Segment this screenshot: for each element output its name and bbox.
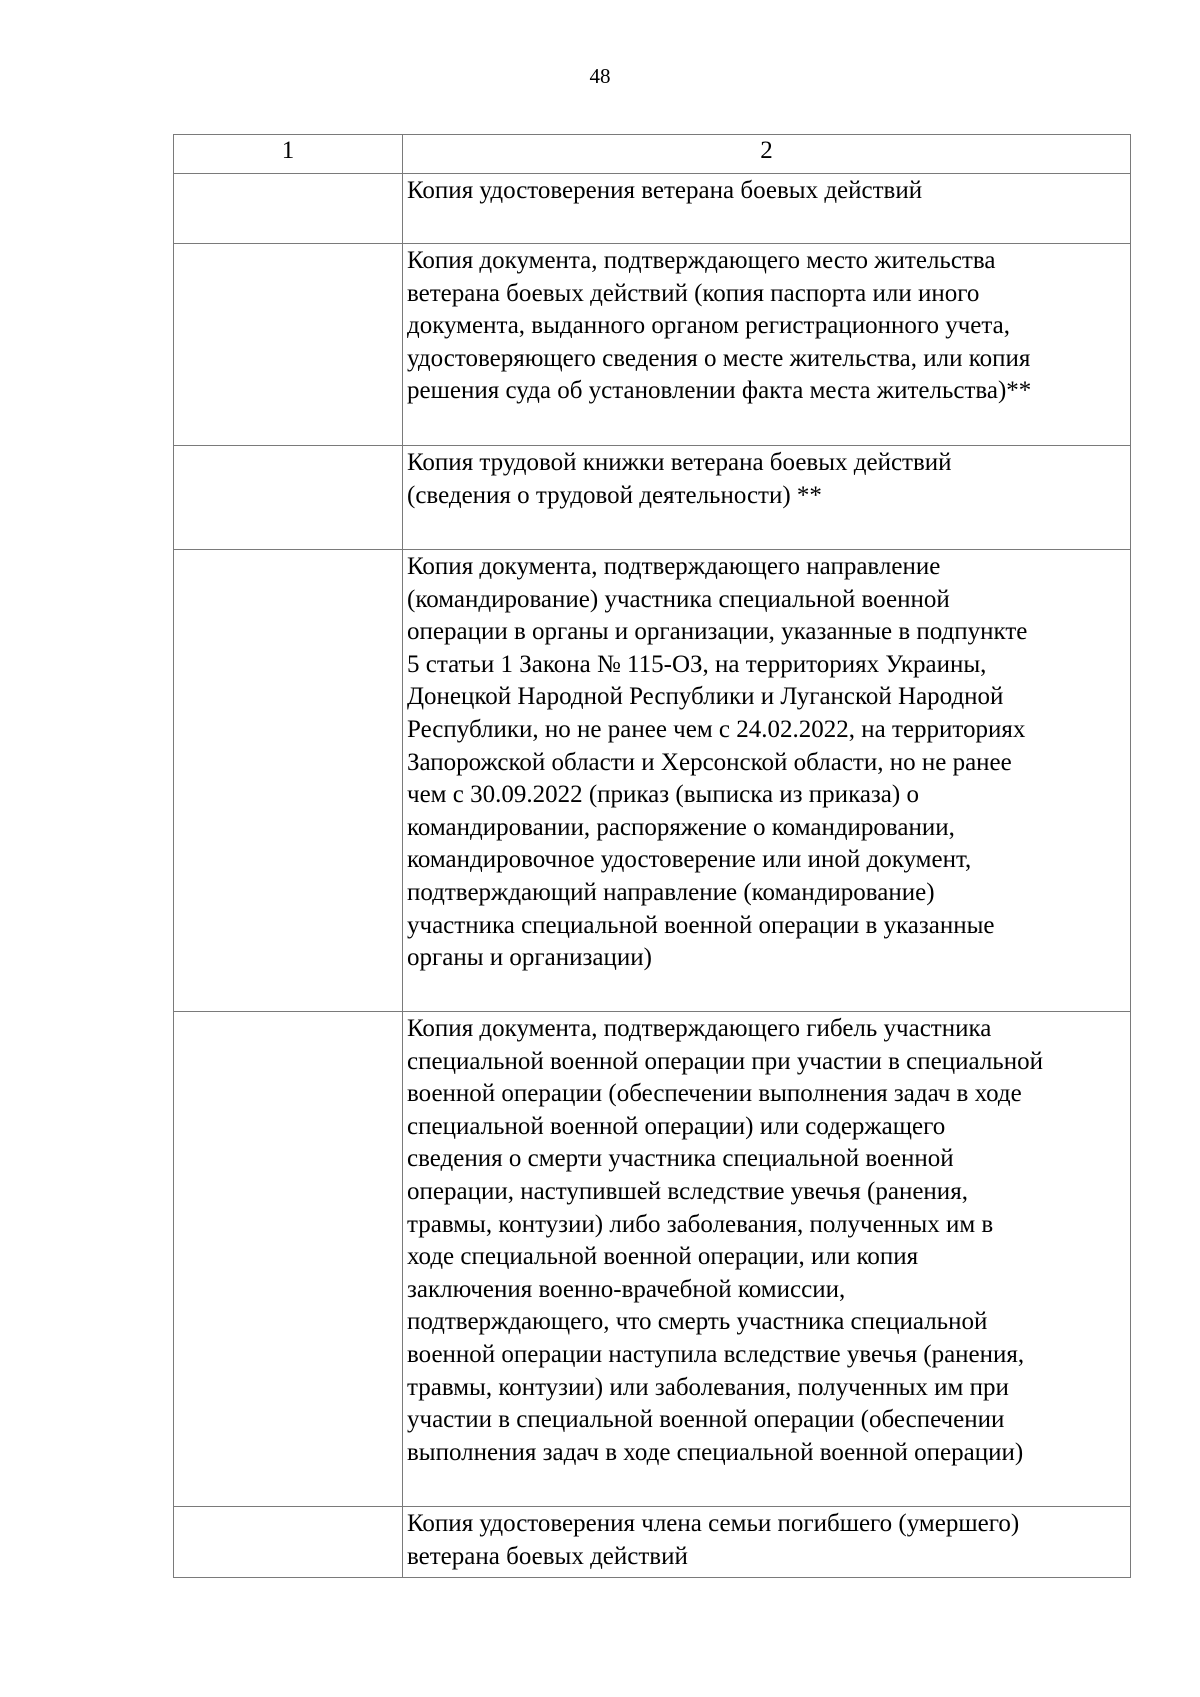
row-cell-col2 (403, 174, 1131, 244)
row-cell-col2 (403, 446, 1131, 550)
table-row (174, 1012, 1131, 1507)
cell-text: Копия удостоверения ветерана боевых действий (407, 177, 923, 204)
cell-text (174, 1507, 402, 1508)
cell-text (174, 550, 402, 551)
cell-text: Копия удостоверения члена семьи погибшего (умершего) ветерана боевых действий (407, 1510, 1020, 1570)
row-cell-col1 (174, 244, 403, 446)
page-number: 48 (589, 64, 611, 88)
cell-text: Копия документа, подтверждающего место жительства ветерана боевых действий (копия паспорта или иного документа, выданного органом регистрационного учета, удостоверяющего сведения о месте жительства, или копия решения суда об установлении факта места жительства)** (407, 247, 1032, 405)
table-row (174, 174, 1131, 244)
row-cell-col2 (403, 1507, 1131, 1578)
cell-text (174, 174, 402, 175)
cell-text: Копия документа, подтверждающего гибель участника специальной военной операции при участии в специальной военной операции (обеспечении выполнения задач в ходе специальной военной операции) или содержащего сведения о смерти участника специальной военной операции, наступившей вследствие увечья (ранения, травмы, контузии) либо заболевания, полученных им в ходе специальной военной операции, или копия заключения военно-врачебной комиссии, подтверждающего, что смерть участника специальной военной операции наступила вследствие увечья (ранения, травмы, контузии) или заболевания, полученных им при участии в специальной военной операции (обеспечении выполнения задач в ходе специальной военной операции) (407, 1015, 1043, 1466)
table-row (174, 446, 1131, 550)
cell-text (174, 244, 402, 245)
table-header-row (174, 135, 1131, 174)
row-cell-col1 (174, 550, 403, 1012)
row-cell-col1 (174, 174, 403, 244)
table-row (174, 244, 1131, 446)
row-cell-col2 (403, 550, 1131, 1012)
row-cell-col1 (174, 1012, 403, 1507)
row-cell-col1 (174, 1507, 403, 1578)
table-row (174, 550, 1131, 1012)
row-cell-col1 (174, 446, 403, 550)
row-cell-col2 (403, 1012, 1131, 1507)
table-row (174, 1507, 1131, 1578)
cell-text (174, 1012, 402, 1013)
document-table (173, 134, 1131, 1578)
column-header-1: 1 (174, 135, 403, 174)
column-header-2: 2 (403, 135, 1131, 174)
cell-text: Копия документа, подтверждающего направление (командирование) участника специальной военной операции в органы и организации, указанные в подпункте 5 статьи 1 Закона № 115-ОЗ, на территориях Украины, Донецкой Народной Республики и Луганской Народной Республики, но не ранее чем с 24.02.2022, на территориях Запорожской области и Херсонской области, но не ранее чем с 30.09.2022 (приказ (выписка из приказа) о командировании, распоряжение о командировании, командировочное удостоверение или иной документ, подтверждающий направление (командирование) участника специальной военной операции в указанные органы и организации) (407, 553, 1028, 972)
cell-text: Копия трудовой книжки ветерана боевых действий (сведения о трудовой деятельности) ** (407, 449, 952, 509)
cell-text (174, 446, 402, 447)
row-cell-col2 (403, 244, 1131, 446)
